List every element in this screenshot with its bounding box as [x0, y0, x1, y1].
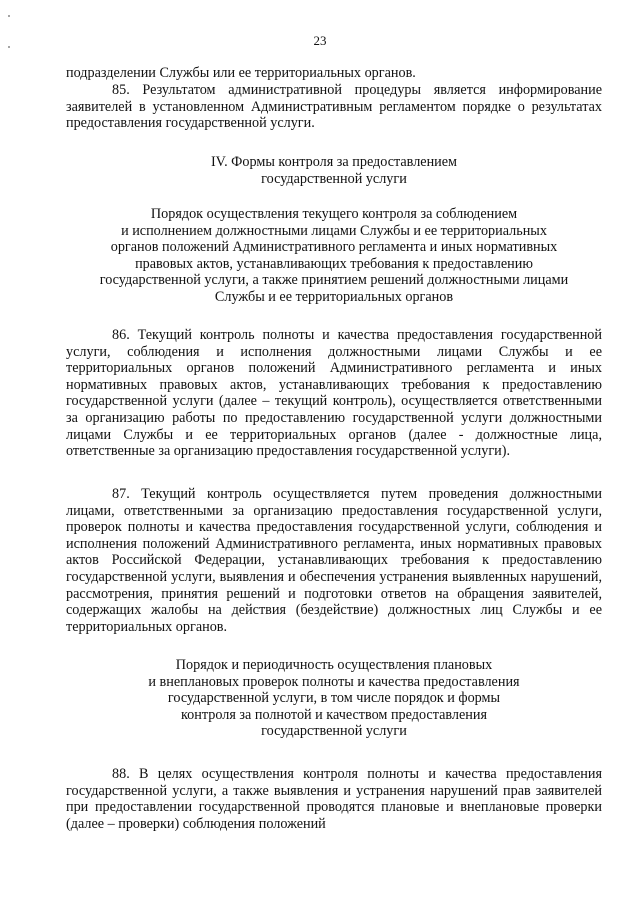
intro-line-text: подразделении Службы или ее территориальных органов. — [66, 65, 416, 81]
paragraph-85-text: 85. Результатом административной процедуры является информирование заявителей в установленном Административным регламентом порядке о результатах предоставления государственной услуги. — [66, 82, 602, 132]
paragraph-86 — [66, 327, 602, 460]
subsection-2-line: и внеплановых проверок полноты и качества предоставления — [148, 673, 520, 690]
subsection-1-line: Порядок осуществления текущего контроля за соблюдением — [150, 206, 518, 222]
page-number: 23 — [313, 33, 327, 48]
subsection-2-line: Порядок и периодичность осуществления плановых — [175, 657, 493, 673]
section-title-line-1: IV. Формы контроля за предоставлением — [210, 154, 458, 170]
subsection-2-line: государственной услуги — [261, 723, 407, 740]
subsection-heading-1 — [66, 206, 602, 306]
subsection-1-line: государственной услуги, а также принятием решений должностными лицами — [99, 272, 569, 289]
paragraph-88-text: 88. В целях осуществления контроля полноты и качества предоставления государственной услуги, а также выявления и устранения нарушений прав заявителей при предоставлении государственной проводятся плановые и внеплановые проверки (далее – проверки) соблюдения положений — [66, 766, 602, 832]
subsection-1-line: Службы и ее территориальных органов — [214, 288, 454, 305]
subsection-1-line: правовых актов, устанавливающих требования к предоставлению — [135, 255, 533, 272]
scan-speck — [8, 15, 10, 17]
subsection-1-line: органов положений Административного регламента и иных нормативных — [110, 239, 558, 256]
paragraph-85 — [66, 82, 602, 132]
section-title — [66, 154, 602, 187]
intro-line — [66, 65, 602, 82]
subsection-1-line: и исполнением должностными лицами Службы и ее территориальных — [121, 222, 547, 239]
paragraph-87 — [66, 486, 602, 635]
subsection-2-line: контроля за полнотой и качеством предоставления — [181, 706, 487, 723]
subsection-heading-2 — [66, 657, 602, 740]
paragraph-86-text: 86. Текущий контроль полноты и качества предоставления государственной услуги, соблюдения и исполнения должностными лицами Службы и ее территориальных органов положений Административного регламента и иных нормативных правовых актов, устанавливающих требования к предоставлению государственной услуги (далее – текущий контроль), осуществляется ответственными за организацию работы по предоставлению государственной услуги должностными лицами Службы и ее территориальных органов (далее - должностные лица, ответственные за организацию предоставления государственной услуги). — [66, 327, 602, 460]
paragraph-88 — [66, 766, 602, 832]
paragraph-87-text: 87. Текущий контроль осуществляется путем проведения должностными лицами, ответственными за организацию предоставления государственной услуги, проверок полноты и качества предоставления государственной услуги, соблюдения и исполнения положений Административного регламента, иных нормативных правовых актов Российской Федерации, устанавливающих требования к предоставлению государственной услуги, выявления и обеспечения устранения выявленных нарушений, рассмотрения, принятия решений и подготовки ответов на обращения заявителей, содержащих жалобы на действия (бездействие) должностных лиц Службы и ее территориальных органов. — [66, 486, 602, 635]
subsection-2-line: государственной услуги, в том числе порядок и формы — [167, 690, 501, 707]
section-title-line-2: государственной услуги — [261, 170, 407, 187]
